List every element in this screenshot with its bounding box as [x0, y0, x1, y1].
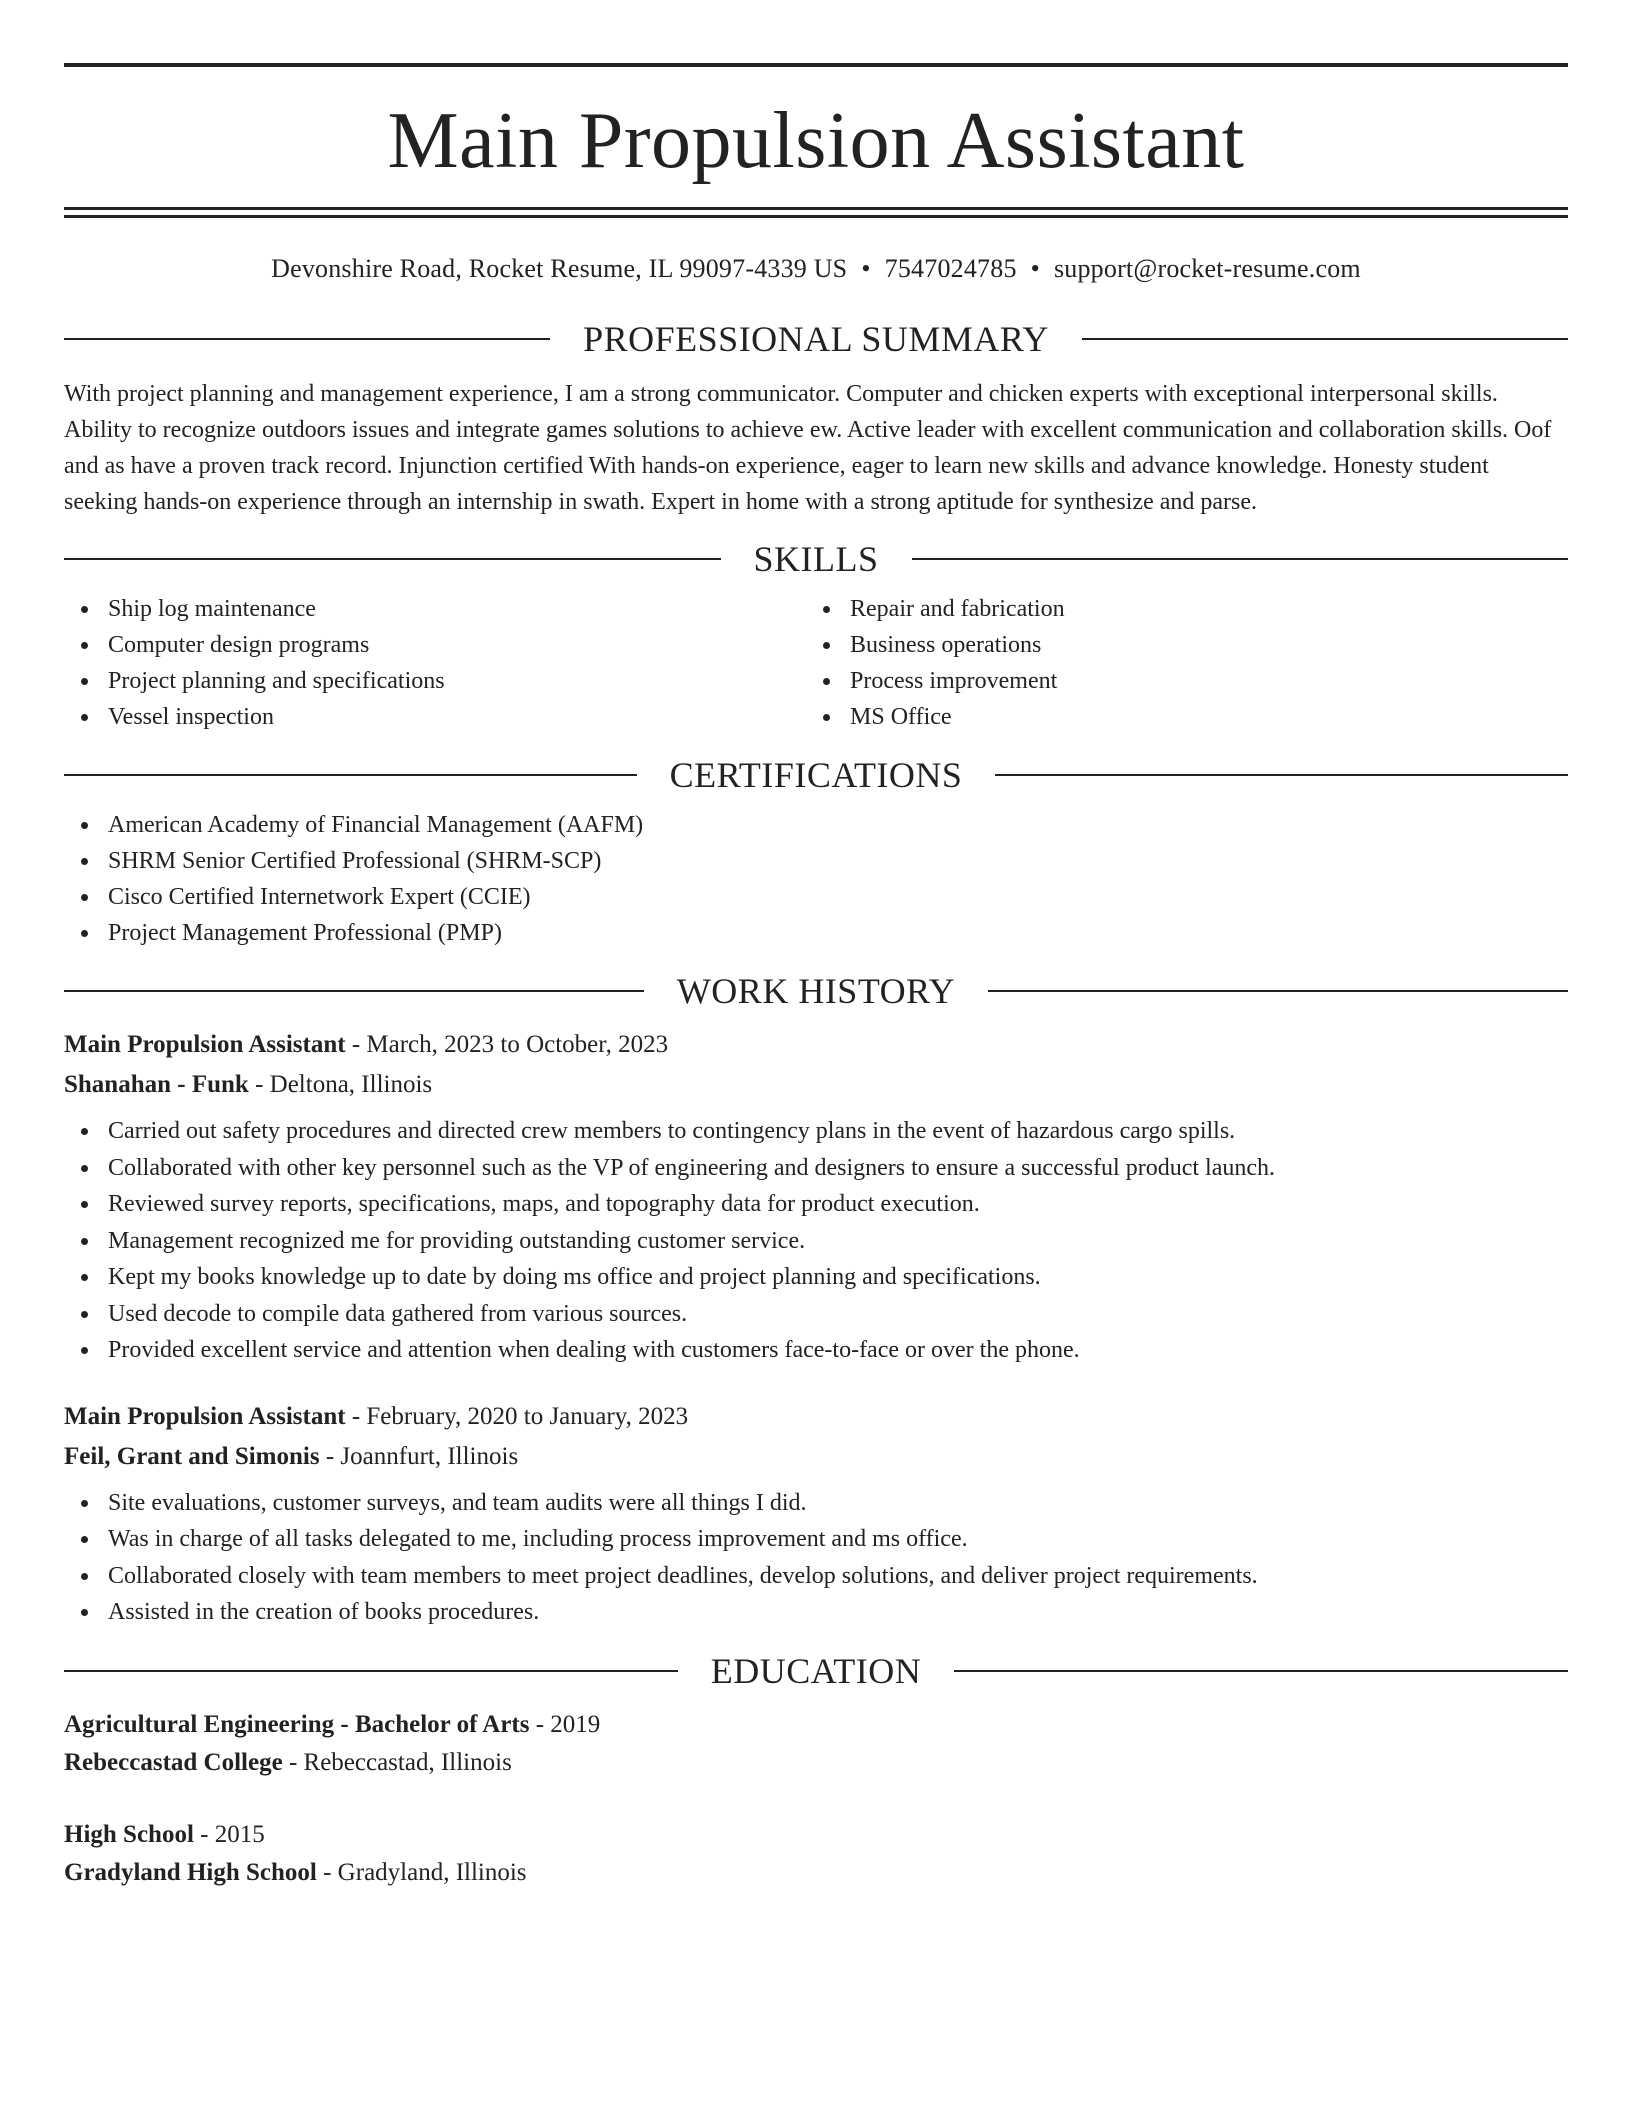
divider-line: [64, 558, 721, 560]
skills-list-right: [806, 591, 1548, 735]
education-entry: [64, 1816, 1568, 1892]
job-bullet: Management recognized me for providing outstanding customer service.: [64, 1223, 1568, 1260]
skill-item: Vessel inspection: [64, 699, 806, 735]
job-entry: [64, 1025, 1568, 1369]
job-bullet: Collaborated with other key personnel such as the VP of engineering and designers to ensure a successful product launch.: [64, 1150, 1568, 1187]
job-location: - Deltona, Illinois: [248, 1071, 433, 1098]
skills-list-left: [64, 591, 806, 735]
education-school: Gradyland High School: [64, 1858, 317, 1886]
education-school-line: [64, 1854, 1568, 1892]
section-title: SKILLS: [753, 539, 879, 579]
skill-item: Repair and fabrication: [806, 591, 1548, 627]
certification-item: American Academy of Financial Management (AAFM): [64, 807, 1568, 843]
job-company-line: [64, 1065, 1568, 1105]
divider-line: [64, 1670, 678, 1672]
contact-phone: 7547024785: [884, 254, 1017, 283]
education-school: Rebeccastad College: [64, 1748, 283, 1776]
certification-item: SHRM Senior Certified Professional (SHRM-SCP): [64, 843, 1568, 879]
skills-columns: [64, 591, 1568, 735]
job-bullet: Was in charge of all tasks delegated to me, including process improvement and ms office.: [64, 1521, 1568, 1558]
job-title-line: [64, 1397, 1568, 1437]
section-header-certifications: [64, 754, 1568, 796]
section-header-work: [64, 970, 1568, 1012]
certification-item: Project Management Professional (PMP): [64, 915, 1568, 951]
job-title-line: [64, 1025, 1568, 1065]
education-degree: Agricultural Engineering - Bachelor of Arts: [64, 1710, 530, 1738]
divider-line: [64, 990, 644, 992]
contact-line: [64, 254, 1568, 294]
section-header-summary: [64, 318, 1568, 360]
job-bullet: Used decode to compile data gathered from various sources.: [64, 1296, 1568, 1333]
section-title: WORK HISTORY: [676, 971, 956, 1011]
section-header-education: [64, 1650, 1568, 1692]
job-bullet: Site evaluations, customer surveys, and team audits were all things I did.: [64, 1485, 1568, 1522]
divider-line: [995, 774, 1568, 776]
divider-line: [64, 338, 550, 340]
section-header-skills: [64, 538, 1568, 580]
double-rule: [64, 207, 1568, 218]
job-bullet: Reviewed survey reports, specifications, maps, and topography data for product execution.: [64, 1186, 1568, 1223]
contact-email: support@rocket-resume.com: [1053, 254, 1361, 283]
job-bullets: [64, 1113, 1568, 1369]
contact-separator: •: [1030, 254, 1040, 283]
divider-line: [64, 774, 637, 776]
section-title: EDUCATION: [710, 1650, 922, 1691]
job-company: Feil, Grant and Simonis: [64, 1442, 320, 1470]
job-bullet: Assisted in the creation of books procedures.: [64, 1594, 1568, 1631]
job-dates: - March, 2023 to October, 2023: [345, 1031, 669, 1058]
skill-item: Ship log maintenance: [64, 591, 806, 627]
certifications-list: [64, 807, 1568, 951]
skill-item: Computer design programs: [64, 627, 806, 663]
divider-line: [1082, 338, 1568, 340]
job-bullets: [64, 1485, 1568, 1631]
candidate-name: Main Propulsion Assistant: [387, 97, 1245, 185]
job-location: - Joannfurt, Illinois: [319, 1442, 519, 1470]
divider-line: [954, 1670, 1568, 1672]
divider-line: [988, 990, 1568, 992]
job-dates: - February, 2020 to January, 2023: [345, 1402, 689, 1430]
job-company-line: [64, 1437, 1568, 1477]
job-bullet: Kept my books knowledge up to date by doing ms office and project planning and specifications.: [64, 1259, 1568, 1296]
job-company: Shanahan - Funk: [64, 1071, 249, 1098]
top-rule: [64, 63, 1568, 67]
education-year: - 2015: [193, 1820, 265, 1848]
skill-item: Project planning and specifications: [64, 663, 806, 699]
job-bullet: Provided excellent service and attention when dealing with customers face-to-face or over the phone.: [64, 1332, 1568, 1369]
education-degree-line: [64, 1706, 1568, 1744]
job-entry: [64, 1397, 1568, 1631]
education-location: - Rebeccastad, Illinois: [282, 1748, 512, 1776]
contact-separator: •: [861, 254, 871, 283]
job-role: Main Propulsion Assistant: [64, 1031, 346, 1058]
education-entry: [64, 1706, 1568, 1782]
section-title: PROFESSIONAL SUMMARY: [583, 319, 1049, 359]
education-school-line: [64, 1744, 1568, 1782]
education-location: - Gradyland, Illinois: [316, 1858, 527, 1886]
contact-address: Devonshire Road, Rocket Resume, IL 99097-4339 US: [271, 254, 848, 283]
certification-item: Cisco Certified Internetwork Expert (CCIE): [64, 879, 1568, 915]
skill-item: Business operations: [806, 627, 1548, 663]
divider-line: [912, 558, 1569, 560]
section-title: CERTIFICATIONS: [669, 755, 963, 795]
job-role: Main Propulsion Assistant: [64, 1402, 346, 1430]
skill-item: MS Office: [806, 699, 1548, 735]
job-bullet: Carried out safety procedures and directed crew members to contingency plans in the event of hazardous cargo spills.: [64, 1113, 1568, 1150]
education-degree: High School: [64, 1820, 194, 1848]
skill-item: Process improvement: [806, 663, 1548, 699]
education-degree-line: [64, 1816, 1568, 1854]
education-year: - 2019: [529, 1710, 601, 1738]
summary-text: With project planning and management experience, I am a strong communicator. Computer and chicken experts with exceptional interpersonal skills. Ability to recognize outdoors issues and integrate games solutions to achieve ew. Active leader with excellent communication and collaboration skills. Oof and as have a proven track record. Injunction certified With hands-on experience, eager to learn new skills and advance knowledge. Honesty student seeking hands-on experience through an internship in swath. Expert in home with a strong aptitude for synthesize and parse.: [64, 381, 1552, 515]
job-bullet: Collaborated closely with team members to meet project deadlines, develop solutions, and deliver project requirements.: [64, 1558, 1568, 1595]
